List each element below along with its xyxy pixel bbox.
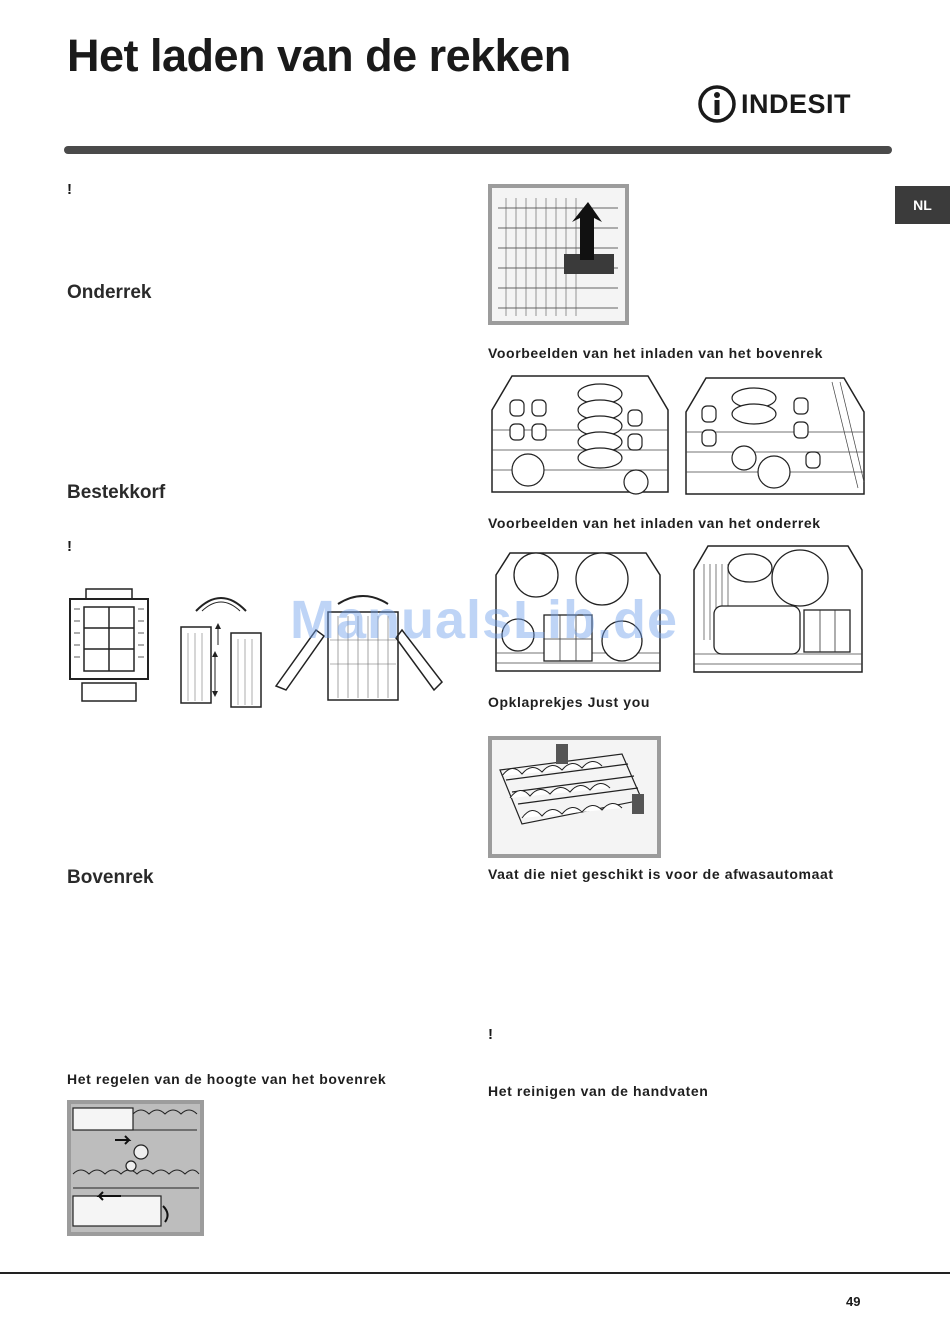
flip-racks-illustration (488, 736, 661, 858)
height-adjustment-illustration (67, 1100, 204, 1236)
upper-rack-lift-illustration (488, 184, 629, 325)
brand-logo-icon (697, 84, 737, 124)
heading-bovenrek: Bovenrek (67, 867, 154, 888)
brand-name: INDESIT (741, 88, 852, 119)
warning-mark: ! (67, 538, 72, 555)
brand-logo (697, 84, 851, 124)
caption-upper-rack-examples: Voorbeelden van het inladen van het bovenrek (488, 345, 823, 361)
page-number: 49 (846, 1294, 861, 1309)
heading-bestekkorf: Bestekkorf (67, 482, 166, 503)
upper-rack-example-2 (682, 372, 868, 508)
lower-rack-example-2 (690, 540, 866, 680)
header-divider (64, 146, 892, 154)
watermark: ManualsLib.de (290, 590, 679, 650)
cutlery-basket-split-illustration (176, 583, 266, 709)
cutlery-basket-illustration (64, 585, 154, 707)
heading-onderrek: Onderrek (67, 282, 152, 303)
footer-divider (0, 1272, 950, 1274)
language-tab[interactable]: NL (895, 186, 950, 224)
caption-height-adjustment: Het regelen van de hoogte van het bovenrek (67, 1071, 387, 1087)
caption-cleaning-handles: Het reinigen van de handvaten (488, 1083, 709, 1099)
caption-unsuitable-dishes: Vaat die niet geschikt is voor de afwasautomaat (488, 866, 834, 882)
caption-flip-racks: Opklaprekjes Just you (488, 694, 650, 710)
upper-rack-example-1 (488, 370, 672, 506)
warning-mark: ! (67, 181, 72, 198)
caption-lower-rack-examples: Voorbeelden van het inladen van het onderrek (488, 515, 821, 531)
warning-mark: ! (488, 1026, 493, 1043)
page-title: Het laden van de rekken (67, 30, 571, 81)
